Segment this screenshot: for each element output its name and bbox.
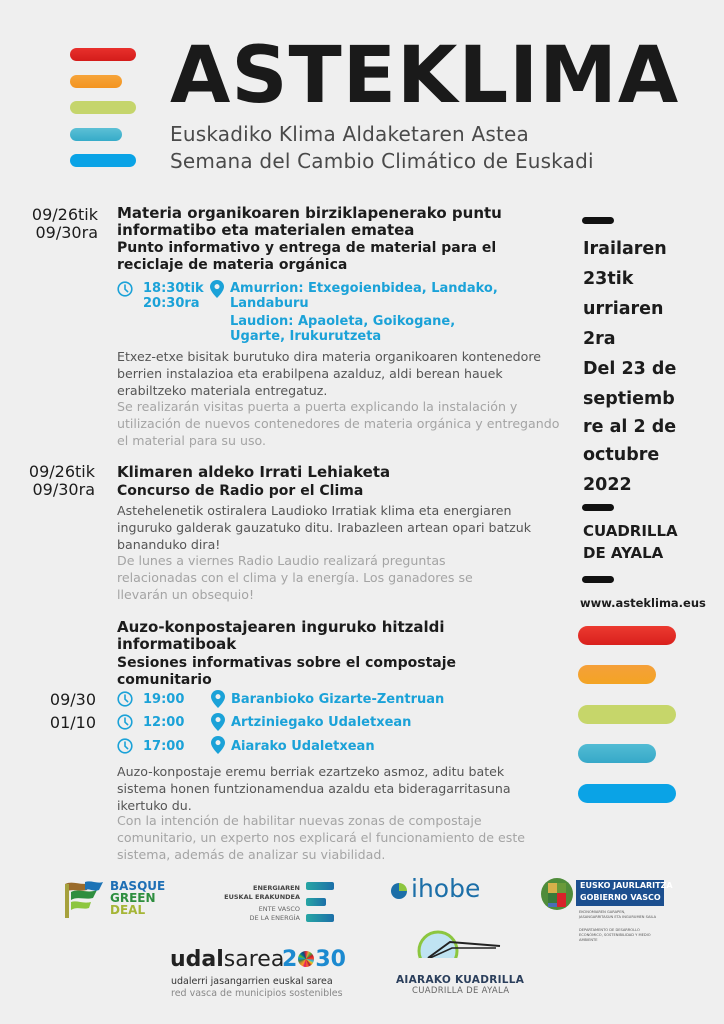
session-location: Baranbioko Gizarte-Zentruan bbox=[231, 692, 445, 707]
year-digits: 30 bbox=[315, 947, 346, 972]
event-dates-line: septiemb bbox=[583, 389, 675, 409]
event-description-es: De lunes a viernes Radio Laudio realizará preguntas relacionadas con el clima y la energía. Los ganadores se llevarán un obsequio! bbox=[117, 553, 473, 602]
event-description-eu: Etxez-etxe bisitak burutuko dira materia organikoaren kontenedore berrien instalazioa eta erabilpena azalduz, aldi berean hauek erabiltzeko materiala entregatuz. bbox=[117, 349, 541, 398]
event-title-eu: Klimaren aldeko Irrati Lehiaketa bbox=[117, 463, 391, 481]
event-dates-line: Irailaren bbox=[583, 239, 667, 259]
event-date-from: 09/26tik bbox=[31, 205, 98, 224]
event-title-es: Concurso de Radio por el Clima bbox=[117, 483, 364, 499]
sidebar-bar-green bbox=[578, 705, 676, 724]
organizer-line: DE AYALA bbox=[583, 544, 664, 562]
logo-text-line: ENTE VASCO bbox=[258, 905, 300, 913]
session-time: 19:00 bbox=[143, 692, 185, 707]
year-digit: 2 bbox=[282, 947, 298, 972]
event-dates-line: re al 2 de bbox=[583, 417, 677, 437]
session-date: 01/10 bbox=[49, 713, 96, 732]
event-dates-line: 2ra bbox=[583, 329, 616, 349]
logo-text: ihobe bbox=[411, 874, 481, 903]
logo-text-line: udalerri jasangarrien euskal sarea bbox=[171, 976, 333, 987]
session-time: 17:00 bbox=[143, 739, 185, 754]
logo-bar-orange bbox=[70, 75, 122, 88]
location-pin-icon bbox=[211, 736, 225, 754]
event-time-from: 18:30tik bbox=[143, 281, 204, 296]
udalsarea-light: sarea bbox=[223, 947, 285, 972]
event-dates-line: 2022 bbox=[583, 475, 632, 495]
event-time-to: 20:30ra bbox=[143, 296, 200, 311]
clock-icon bbox=[117, 691, 133, 707]
divider-dash bbox=[582, 504, 614, 511]
event-title-eu: Materia organikoaren birziklapenerako puntu informatibo eta materialen ematea bbox=[117, 204, 502, 239]
logo-text-line: EUSKAL ERAKUNDEA bbox=[224, 893, 300, 901]
event-title-eu: Auzo-konpostajearen inguruko hitzaldi informatiboak bbox=[117, 618, 445, 653]
logo-text-line: DEAL bbox=[110, 903, 146, 917]
logo-text-line: DE LA ENERGÍA bbox=[249, 914, 300, 922]
eve-bar bbox=[306, 898, 326, 906]
event-dates-line: octubre bbox=[583, 445, 660, 465]
udalsarea-year bbox=[282, 947, 346, 973]
aiara-emblem-icon bbox=[416, 930, 504, 974]
coat-of-arms-icon bbox=[540, 877, 574, 913]
session-location: Artziniegako Udaletxean bbox=[231, 715, 412, 730]
sdg-wheel-icon bbox=[298, 951, 314, 967]
website-link[interactable]: www.asteklima.eus bbox=[580, 596, 706, 610]
logo-bar-teal bbox=[70, 128, 122, 141]
clock-icon bbox=[117, 738, 133, 754]
logo-text-line: DEPARTAMENTO DE DESARROLLO ECONÓMICO, SOSTENIBILIDAD Y MEDIO AMBIENTE bbox=[579, 928, 651, 942]
logo-text-line: CUADRILLA DE AYALA bbox=[412, 986, 510, 996]
location-pin-icon bbox=[211, 690, 225, 708]
logo-bar-blue bbox=[70, 154, 136, 167]
logo-text-line: red vasca de municipios sostenibles bbox=[171, 988, 343, 999]
location-pin-icon bbox=[210, 280, 224, 298]
event-title-es: Sesiones informativas sobre el compostaje comunitario bbox=[117, 655, 457, 688]
event-title-es: Punto informativo y entrega de material para el reciclaje de materia orgánica bbox=[117, 240, 497, 273]
event-description-es: Se realizarán visitas puerta a puerta explicando la instalación y utilización de nuevos contenedores de materia orgánica y entregando el material para su uso. bbox=[117, 399, 560, 448]
logo-text-line: AIARAKO KUADRILLA bbox=[396, 974, 525, 986]
logo-bar-red bbox=[70, 48, 136, 61]
event-date-to: 09/30ra bbox=[32, 480, 95, 499]
session-time: 12:00 bbox=[143, 715, 185, 730]
logo-text-line: ENERGIAREN bbox=[253, 884, 300, 892]
sidebar-bar-orange bbox=[578, 665, 656, 684]
location-pin-icon bbox=[211, 713, 225, 731]
event-date-to: 09/30ra bbox=[35, 223, 98, 242]
eve-bar bbox=[306, 882, 334, 890]
sidebar-bar-blue bbox=[578, 784, 676, 803]
sidebar-bar-red bbox=[578, 626, 676, 645]
logo-bar-green bbox=[70, 101, 136, 114]
page-title: ASTEKLIMA bbox=[170, 31, 680, 121]
session-location: Aiarako Udaletxean bbox=[231, 739, 375, 754]
divider-dash bbox=[582, 576, 614, 583]
session-date: 09/30 bbox=[49, 690, 96, 709]
divider-dash bbox=[582, 217, 614, 224]
udalsarea-wordmark bbox=[170, 947, 284, 973]
event-description-eu: Auzo-konpostaje eremu berriak ezartzeko asmoz, aditu batek sistema honen funtzionamendua azaldu eta bideragarritasuna ikertuko du. bbox=[117, 764, 511, 813]
event-location-1: Amurrion: Etxegoienbidea, Landako, Landaburu bbox=[230, 281, 498, 311]
udalsarea-bold: udal bbox=[170, 947, 224, 972]
subtitle-eu: Euskadiko Klima Aldaketaren Astea bbox=[170, 122, 529, 146]
organizer-line: CUADRILLA bbox=[583, 522, 678, 540]
event-dates-line: 23tik bbox=[583, 269, 634, 289]
logo-text-line: GREEN bbox=[110, 891, 156, 905]
eve-bar bbox=[306, 914, 334, 922]
logo-text-line: BASQUE bbox=[110, 879, 166, 893]
clock-icon bbox=[117, 281, 133, 297]
event-dates-line: Del 23 de bbox=[583, 359, 677, 379]
event-location-2: Laudion: Apaoleta, Goikogane, Ugarte, Irukurutzeta bbox=[230, 314, 456, 344]
event-description-eu: Astehelenetik ostiralera Laudioko Irratiak klima eta energiaren inguruko galderak gauzatuko ditu. Irabazleen artean opari batzuk bananduko dira! bbox=[117, 503, 532, 552]
clock-icon bbox=[117, 714, 133, 730]
event-dates-line: urriaren bbox=[583, 299, 664, 319]
event-date-from: 09/26tik bbox=[28, 462, 95, 481]
leaf-flag-icon bbox=[63, 880, 105, 918]
logo-text-line: GOBIERNO VASCO bbox=[580, 893, 661, 902]
sidebar-bar-teal bbox=[578, 744, 656, 763]
ihobe-leaf-icon bbox=[389, 881, 409, 901]
logo-text-line: EKONOMIAREN GARAPEN, JASANGARRITASUN ETA INGURUMEN SAILA bbox=[579, 910, 657, 919]
logo-text-line: EUSKO JAURLARITZA bbox=[580, 881, 673, 890]
subtitle-es: Semana del Cambio Climático de Euskadi bbox=[170, 149, 594, 173]
event-description-es: Con la intención de habilitar nuevas zonas de compostaje comunitario, un experto nos explicará el funcionamiento de este sistema, además de analizar su viabilidad. bbox=[117, 813, 526, 862]
